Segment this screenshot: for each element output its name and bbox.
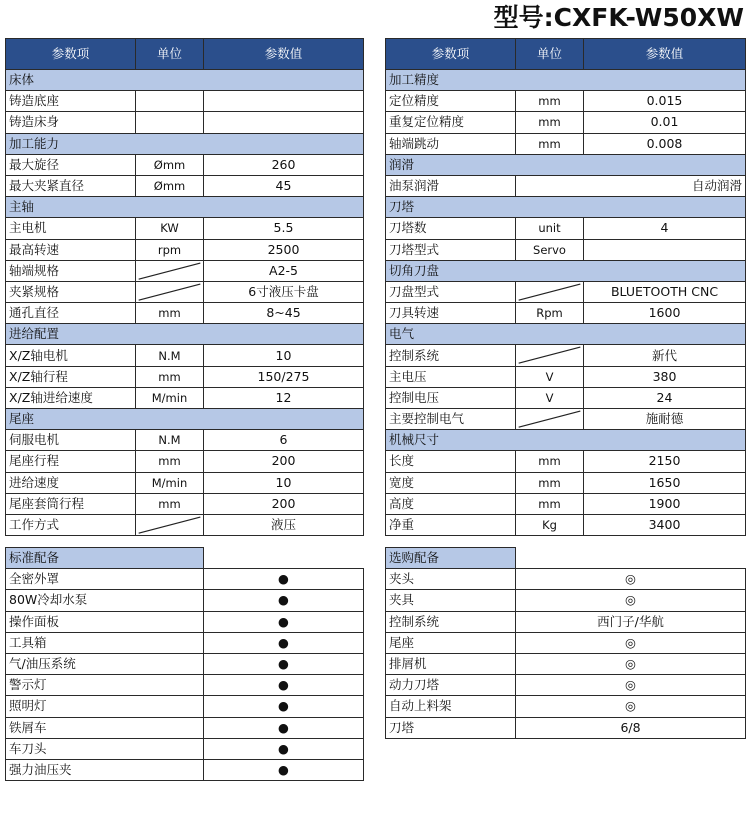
optional-config-table (385, 547, 746, 739)
spec-label: 最高转速 (6, 239, 136, 260)
section-title: 进给配置 (6, 324, 364, 345)
spec-unit: unit (516, 218, 584, 239)
spec-label: 宽度 (386, 472, 516, 493)
spec-row (386, 91, 746, 112)
header-unit: 单位 (136, 39, 204, 70)
spec-value: 200 (204, 493, 364, 514)
unit-not-applicable (136, 260, 204, 281)
spec-label: 铸造底座 (6, 91, 136, 112)
spec-label: 刀塔型式 (386, 239, 516, 260)
config-label: 警示灯 (6, 675, 204, 696)
spec-row (386, 218, 746, 239)
spec-value: 1650 (584, 472, 746, 493)
spec-value: 10 (204, 345, 364, 366)
spec-label: 重复定位精度 (386, 112, 516, 133)
spec-row (6, 218, 364, 239)
spec-value: 6 (204, 430, 364, 451)
spec-label: 铸造床身 (6, 112, 136, 133)
config-title-gap (204, 548, 364, 569)
spec-label: 净重 (386, 514, 516, 535)
config-label: 自动上料架 (386, 696, 516, 717)
section-row (386, 70, 746, 91)
spec-label: 高度 (386, 493, 516, 514)
spec-row (6, 112, 364, 133)
spec-value: 45 (204, 175, 364, 196)
section-title: 润滑 (386, 154, 746, 175)
config-row (386, 653, 746, 674)
spec-unit: mm (136, 366, 204, 387)
config-label: 强力油压夹 (6, 759, 204, 780)
spec-unit: N.M (136, 345, 204, 366)
spec-label: 夹紧规格 (6, 281, 136, 302)
config-label: 80W冷却水泵 (6, 590, 204, 611)
spec-label: 主要控制电气 (386, 409, 516, 430)
spec-value: 3400 (584, 514, 746, 535)
config-title-gap (516, 548, 746, 569)
spec-value (204, 91, 364, 112)
spec-label: X/Z轴行程 (6, 366, 136, 387)
section-row (6, 409, 364, 430)
spec-value: 6寸液压卡盘 (204, 281, 364, 302)
spec-unit: mm (136, 451, 204, 472)
section-row (6, 324, 364, 345)
config-mark: ● (204, 696, 364, 717)
spec-unit: Ømm (136, 154, 204, 175)
spec-value: 0.008 (584, 133, 746, 154)
spec-row (6, 366, 364, 387)
spec-value: 5.5 (204, 218, 364, 239)
spec-row (6, 175, 364, 196)
config-label: 夹具 (386, 590, 516, 611)
spec-unit: Kg (516, 514, 584, 535)
spec-label: 进给速度 (6, 472, 136, 493)
spec-value: 新代 (584, 345, 746, 366)
spec-row (6, 239, 364, 260)
section-row (386, 260, 746, 281)
config-label: 控制系统 (386, 611, 516, 632)
spec-row (386, 175, 746, 196)
spec-row (6, 430, 364, 451)
spec-value: 4 (584, 218, 746, 239)
spec-unit: mm (136, 303, 204, 324)
config-mark: ● (204, 738, 364, 759)
config-row (386, 675, 746, 696)
header-row (386, 39, 746, 70)
header-item: 参数项 (386, 39, 516, 70)
spec-label: 通孔直径 (6, 303, 136, 324)
config-row (6, 569, 364, 590)
spec-label: 刀盘型式 (386, 281, 516, 302)
spec-label: 刀塔数 (386, 218, 516, 239)
config-row (386, 590, 746, 611)
spec-value: 0.015 (584, 91, 746, 112)
spec-unit: M/min (136, 472, 204, 493)
config-row (6, 653, 364, 674)
spec-value: BLUETOOTH CNC (584, 281, 746, 302)
config-mark: ◎ (516, 653, 746, 674)
spec-row (386, 514, 746, 535)
config-title: 选购配备 (386, 548, 516, 569)
spec-row (386, 303, 746, 324)
config-label: 动力刀塔 (386, 675, 516, 696)
config-row (6, 632, 364, 653)
spec-row (6, 514, 364, 535)
config-mark: ◎ (516, 675, 746, 696)
spec-unit: rpm (136, 239, 204, 260)
spec-value: 10 (204, 472, 364, 493)
config-label: 全密外罩 (6, 569, 204, 590)
config-label: 操作面板 (6, 611, 204, 632)
spec-value: 1600 (584, 303, 746, 324)
unit-not-applicable (516, 345, 584, 366)
spec-label: 长度 (386, 451, 516, 472)
config-mark: ● (204, 675, 364, 696)
config-mark: ● (204, 632, 364, 653)
spec-value: 200 (204, 451, 364, 472)
section-row (6, 70, 364, 91)
config-row (6, 738, 364, 759)
section-row (386, 324, 746, 345)
config-mark: ● (204, 653, 364, 674)
section-title: 主轴 (6, 197, 364, 218)
spec-unit: V (516, 366, 584, 387)
spec-unit: M/min (136, 387, 204, 408)
section-row (6, 197, 364, 218)
spec-row (386, 472, 746, 493)
config-mark: ● (204, 569, 364, 590)
spec-unit: Ømm (136, 175, 204, 196)
spec-unit: KW (136, 218, 204, 239)
section-title: 尾座 (6, 409, 364, 430)
unit-not-applicable (516, 281, 584, 302)
section-title: 刀塔 (386, 197, 746, 218)
section-row (386, 197, 746, 218)
config-row (6, 759, 364, 780)
header-unit: 单位 (516, 39, 584, 70)
config-title: 标准配备 (6, 548, 204, 569)
header-item: 参数项 (6, 39, 136, 70)
spec-value: 液压 (204, 514, 364, 535)
config-row (386, 696, 746, 717)
config-label: 照明灯 (6, 696, 204, 717)
config-label: 夹头 (386, 569, 516, 590)
config-row (386, 611, 746, 632)
config-label: 气/油压系统 (6, 653, 204, 674)
spec-unit: N.M (136, 430, 204, 451)
spec-value: 12 (204, 387, 364, 408)
unit-not-applicable (136, 281, 204, 302)
spec-row (6, 451, 364, 472)
config-row (386, 717, 746, 738)
spec-row (6, 260, 364, 281)
spec-row (6, 91, 364, 112)
config-mark: ◎ (516, 590, 746, 611)
spec-row (386, 366, 746, 387)
spec-label: 刀具转速 (386, 303, 516, 324)
spec-value: 施耐德 (584, 409, 746, 430)
spec-row (6, 493, 364, 514)
spec-value: 2500 (204, 239, 364, 260)
config-row (6, 696, 364, 717)
spec-row (386, 493, 746, 514)
header-value: 参数值 (584, 39, 746, 70)
config-row (6, 590, 364, 611)
spec-label: 主电机 (6, 218, 136, 239)
spec-unit (136, 112, 204, 133)
spec-unit: V (516, 387, 584, 408)
spec-unit: mm (516, 112, 584, 133)
config-label: 车刀头 (6, 738, 204, 759)
config-row (386, 569, 746, 590)
section-title: 加工能力 (6, 133, 364, 154)
spec-row (386, 239, 746, 260)
spec-label: 主电压 (386, 366, 516, 387)
config-mark: ◎ (516, 632, 746, 653)
section-title: 机械尺寸 (386, 430, 746, 451)
config-label: 尾座 (386, 632, 516, 653)
spec-label: 工作方式 (6, 514, 136, 535)
section-title: 加工精度 (386, 70, 746, 91)
header-row (6, 39, 364, 70)
standard-config-table (5, 547, 364, 781)
spec-row (386, 345, 746, 366)
spec-value: 260 (204, 154, 364, 175)
spec-value: 自动润滑 (516, 175, 746, 196)
section-row (386, 154, 746, 175)
header-value: 参数值 (204, 39, 364, 70)
spec-row (386, 451, 746, 472)
config-mark: ◎ (516, 569, 746, 590)
spec-value (204, 112, 364, 133)
spec-table-left (5, 38, 364, 536)
spec-value: A2-5 (204, 260, 364, 281)
spec-unit: Rpm (516, 303, 584, 324)
spec-value (584, 239, 746, 260)
spec-value: 2150 (584, 451, 746, 472)
spec-row (6, 154, 364, 175)
config-mark: 6/8 (516, 717, 746, 738)
config-mark: ● (204, 611, 364, 632)
spec-label: 轴端跳动 (386, 133, 516, 154)
section-title: 切角刀盘 (386, 260, 746, 281)
spec-row (6, 303, 364, 324)
config-title-row (386, 548, 746, 569)
spec-label: 定位精度 (386, 91, 516, 112)
config-row (6, 675, 364, 696)
config-mark: ● (204, 717, 364, 738)
spec-label: 尾座行程 (6, 451, 136, 472)
config-mark: ● (204, 590, 364, 611)
spec-unit: mm (516, 133, 584, 154)
spec-label: 最大旋径 (6, 154, 136, 175)
spec-row (6, 345, 364, 366)
spec-unit: mm (516, 451, 584, 472)
section-row (6, 133, 364, 154)
spec-row (386, 133, 746, 154)
spec-label: 最大夹紧直径 (6, 175, 136, 196)
spec-row (6, 472, 364, 493)
spec-unit (136, 91, 204, 112)
config-mark: ● (204, 759, 364, 780)
spec-unit: Servo (516, 239, 584, 260)
spec-label: 控制电压 (386, 387, 516, 408)
spec-row (6, 281, 364, 302)
model-title: 型号:CXFK-W50XW (493, 3, 744, 32)
spec-label: X/Z轴进给速度 (6, 387, 136, 408)
spec-value: 24 (584, 387, 746, 408)
section-row (386, 430, 746, 451)
config-title-row (6, 548, 364, 569)
unit-not-applicable (136, 514, 204, 535)
spec-unit: mm (136, 493, 204, 514)
section-title: 电气 (386, 324, 746, 345)
spec-table-right (385, 38, 746, 536)
spec-value: 0.01 (584, 112, 746, 133)
config-label: 工具箱 (6, 632, 204, 653)
spec-unit: mm (516, 91, 584, 112)
spec-row (386, 387, 746, 408)
spec-label: 油泵润滑 (386, 175, 516, 196)
spec-row (386, 112, 746, 133)
config-row (6, 717, 364, 738)
config-mark: ◎ (516, 696, 746, 717)
spec-label: 伺服电机 (6, 430, 136, 451)
config-label: 刀塔 (386, 717, 516, 738)
spec-unit: mm (516, 472, 584, 493)
spec-label: 控制系统 (386, 345, 516, 366)
spec-value: 8~45 (204, 303, 364, 324)
section-title: 床体 (6, 70, 364, 91)
spec-label: 轴端规格 (6, 260, 136, 281)
config-mark: 西门子/华航 (516, 611, 746, 632)
config-row (6, 611, 364, 632)
spec-unit: mm (516, 493, 584, 514)
spec-row (386, 281, 746, 302)
config-label: 铁屑车 (6, 717, 204, 738)
spec-label: 尾座套筒行程 (6, 493, 136, 514)
spec-row (6, 387, 364, 408)
spec-row (386, 409, 746, 430)
config-label: 排屑机 (386, 653, 516, 674)
spec-value: 150/275 (204, 366, 364, 387)
spec-label: X/Z轴电机 (6, 345, 136, 366)
unit-not-applicable (516, 409, 584, 430)
config-row (386, 632, 746, 653)
spec-value: 380 (584, 366, 746, 387)
spec-value: 1900 (584, 493, 746, 514)
